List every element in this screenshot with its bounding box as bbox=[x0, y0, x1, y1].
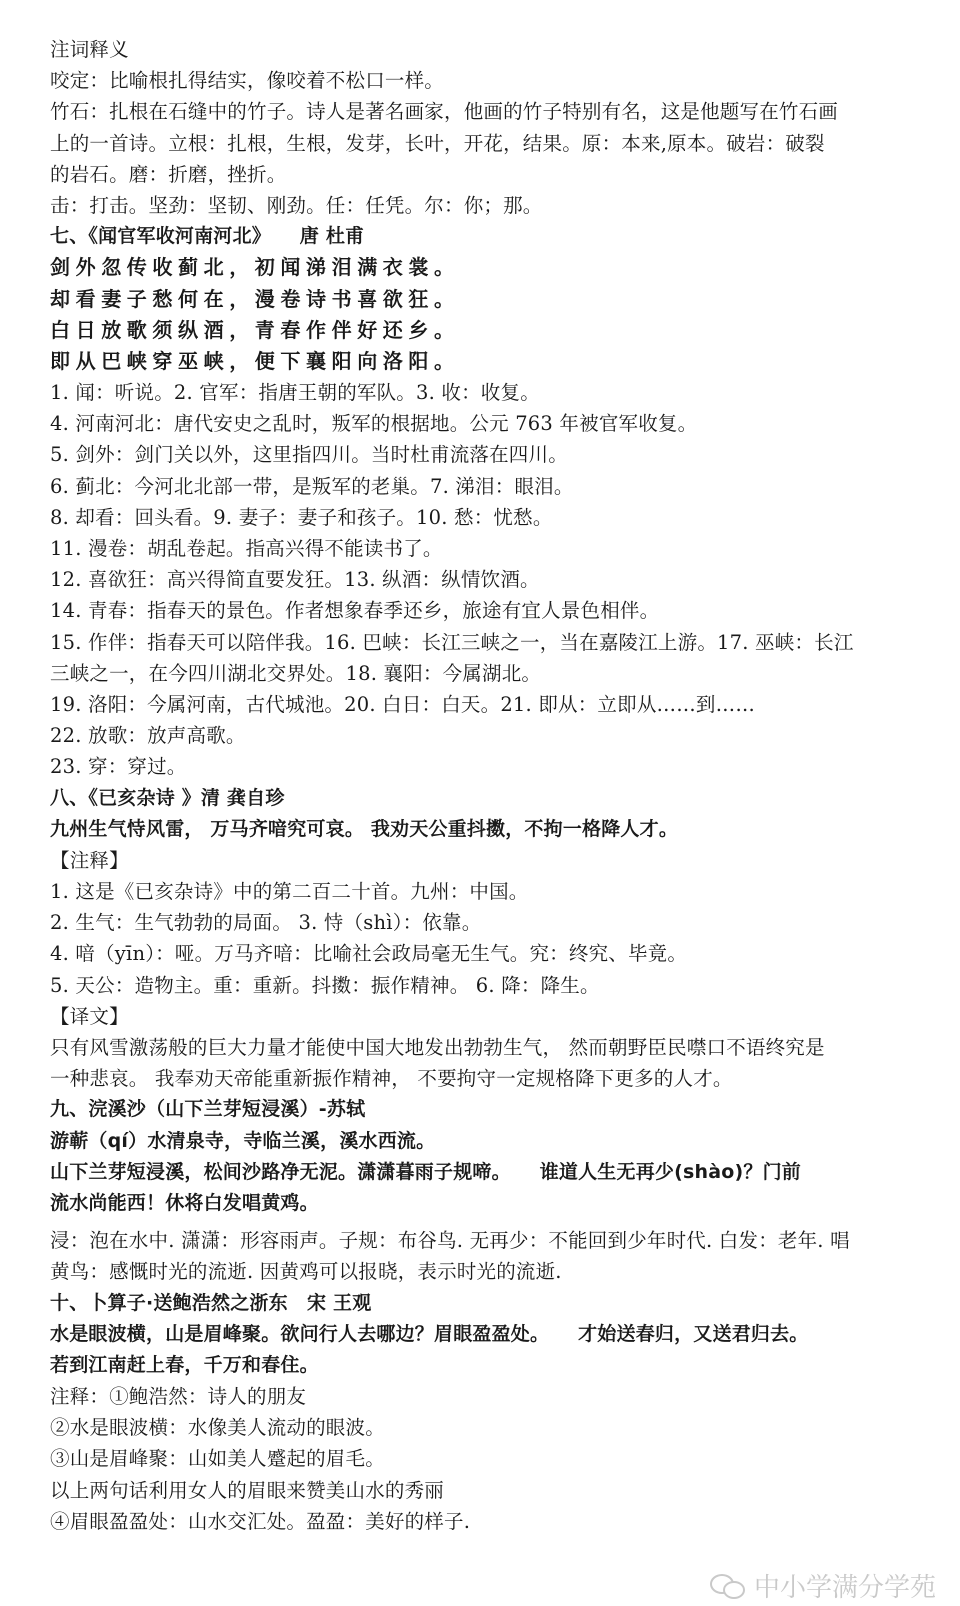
text-line: 14. 青春：指春天的景色。作者想象春季还乡，旅途有宜人景色相伴。 bbox=[50, 599, 660, 623]
text-line: 三峡之一，在今四川湖北交界处。18. 襄阳：今属湖北。 bbox=[50, 661, 542, 685]
poem-line: 剑外忽传收蓟北，初闻涕泪满衣裳。 bbox=[50, 255, 460, 280]
poem-line: 即从巴峡穿巫峡，便下襄阳向洛阳。 bbox=[50, 348, 460, 373]
text-line: 4. 喑（yīn）：哑。万马齐喑：比喻社会政局毫无生气。究：终究、毕竟。 bbox=[50, 942, 688, 966]
text-line: 【译文】 bbox=[50, 1004, 129, 1028]
text-line: 只有风雪激荡般的巨大力量才能使中国大地发出勃勃生气， 然而朝野臣民噤口不语终究是 bbox=[50, 1036, 825, 1059]
wechat-icon bbox=[710, 1572, 746, 1600]
text-line: 11. 漫卷：胡乱卷起。指高兴得不能读书了。 bbox=[50, 537, 443, 560]
poem-line: 白日放歌须纵酒，青春作伴好还乡。 bbox=[50, 317, 460, 342]
document-page bbox=[50, 34, 920, 1537]
text-line: 上的一首诗。立根：扎根，生根，发芽，长叶，开花，结果。原：本来,原本。破岩：破裂 bbox=[50, 131, 825, 155]
text-line: 4. 河南河北：唐代安史之乱时，叛军的根据地。公元 763 年被官军收复。 bbox=[50, 412, 698, 436]
text-line: 以上两句话利用女人的眉眼来赞美山水的秀丽 bbox=[50, 1478, 445, 1502]
text-line: 咬定：比喻根扎得结实，像咬着不松口一样。 bbox=[50, 69, 445, 93]
text-line: 19. 洛阳：今属河南，古代城池。20. 白日：白天。21. 即从：立即从……到…… bbox=[50, 692, 756, 716]
text-line: 的岩石。磨：折磨，挫折。 bbox=[50, 162, 287, 186]
text-line: 5. 天公：造物主。重：重新。抖擞：振作精神。 6. 降：降生。 bbox=[50, 973, 600, 997]
text-line: ④眉眼盈盈处：山水交汇处。盈盈：美好的样子. bbox=[50, 1509, 471, 1533]
bold-text-line: 山下兰芽短浸溪，松间沙路净无泥。潇潇暮雨子规啼。 谁道人生无再少(shào)？门前 bbox=[50, 1160, 801, 1183]
bold-text-line: 九州生气恃风雷， 万马齐喑究可哀。 我劝天公重抖擞，不拘一格降人才。 bbox=[50, 817, 679, 840]
text-line: 击：打击。坚劲：坚韧、刚劲。任：任凭。尔：你；那。 bbox=[50, 193, 543, 217]
bold-text-line: 十、卜算子·送鲍浩然之浙东 宋 王观 bbox=[50, 1291, 372, 1314]
bold-text-line: 水是眼波横，山是眉峰聚。欲问行人去哪边？眉眼盈盈处。 才始送春归，又送君归去。 bbox=[50, 1322, 809, 1345]
text-line: 1. 闻：听说。2. 官军：指唐王朝的军队。3. 收：收复。 bbox=[50, 381, 540, 405]
text-line: 黄鸟：感慨时光的流逝. 因黄鸡可以报晓，表示时光的流逝. bbox=[50, 1260, 562, 1284]
bold-text-line: 七、《闻官军收河南河北》 唐 杜甫 bbox=[50, 225, 365, 248]
text-line: 15. 作伴：指春天可以陪伴我。16. 巴峡：长江三峡之一，当在嘉陵江上游。17. 巫峡：长江 bbox=[50, 630, 854, 654]
bold-text-line: 九、浣溪沙（山下兰芽短浸溪）-苏轼 bbox=[50, 1098, 366, 1121]
text-line: 注词释义 bbox=[50, 38, 129, 61]
watermark bbox=[710, 1567, 936, 1604]
poem-line: 却看妻子愁何在，漫卷诗书喜欲狂。 bbox=[50, 286, 460, 311]
watermark-text: 中小学满分学苑 bbox=[753, 1573, 936, 1603]
text-line: 8. 却看：回头看。9. 妻子：妻子和孩子。10. 愁：忧愁。 bbox=[50, 505, 553, 529]
text-line: ②水是眼波横：水像美人流动的眼波。 bbox=[50, 1416, 385, 1440]
text-line: 12. 喜欲狂：高兴得简直要发狂。13. 纵酒：纵情饮酒。 bbox=[50, 568, 540, 592]
text-line: 1. 这是《已亥杂诗》中的第二百二十首。九州：中国。 bbox=[50, 880, 529, 904]
text-line: ③山是眉峰聚：山如美人蹙起的眉毛。 bbox=[50, 1447, 385, 1471]
text-line: 6. 蓟北：今河北北部一带，是叛军的老巢。7. 涕泪：眼泪。 bbox=[50, 474, 574, 498]
text-line: 23. 穿：穿过。 bbox=[50, 755, 187, 779]
bold-text-line: 若到江南赶上春，千万和春住。 bbox=[50, 1353, 319, 1376]
text-line: 竹石：扎根在石缝中的竹子。诗人是著名画家，他画的竹子特别有名，这是他题写在竹石画 bbox=[50, 100, 839, 124]
text-line: 22. 放歌：放声高歌。 bbox=[50, 724, 246, 748]
text-line: 注释：①鲍浩然：诗人的朋友 bbox=[50, 1385, 307, 1409]
text-line: 【注释】 bbox=[50, 848, 129, 872]
bold-text-line: 游蕲（qí）水清泉寺，寺临兰溪，溪水西流。 bbox=[50, 1129, 436, 1152]
bold-text-line: 八、《已亥杂诗 》清 龚自珍 bbox=[50, 786, 285, 809]
text-line: 一种悲哀。 我奉劝天帝能重新振作精神， 不要拘守一定规格降下更多的人才。 bbox=[50, 1067, 733, 1091]
bold-text-line: 流水尚能西！休将白发唱黄鸡。 bbox=[50, 1191, 319, 1214]
text-line: 5. 剑外：剑门关以外，这里指四川。当时杜甫流落在四川。 bbox=[50, 443, 568, 467]
text-line: 浸：泡在水中. 潇潇：形容雨声。子规：布谷鸟. 无再少：不能回到少年时代. 白发：老年. 唱 bbox=[50, 1229, 850, 1253]
text-line: 2. 生气：生气勃勃的局面。 3. 恃（shì）：依靠。 bbox=[50, 911, 482, 935]
